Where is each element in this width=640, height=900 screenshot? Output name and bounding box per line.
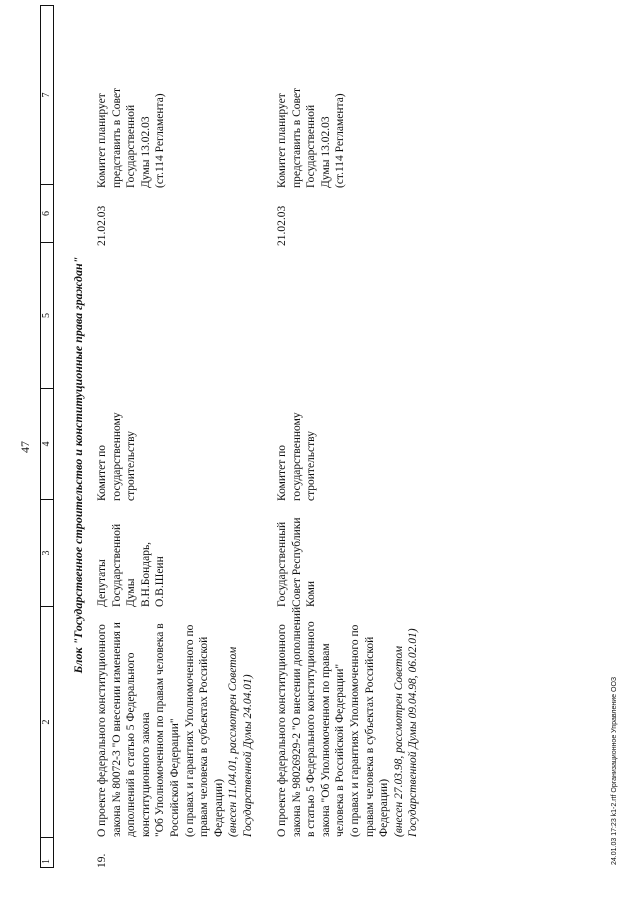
committee-line: Комитет по <box>276 445 288 501</box>
description-line: О проекте федерального конституционного <box>276 624 288 837</box>
row-date: 21.02.03 <box>276 205 288 246</box>
status-line: (ст.114 Регламента) <box>154 93 167 188</box>
row-initiator <box>95 505 168 607</box>
status-line: Комитет планирует <box>96 93 108 188</box>
committee-line: государственному <box>290 412 303 501</box>
description-line: О проекте федерального конституционного <box>96 624 108 837</box>
description-line: (о правах и гарантиях Уполномоченного по <box>348 624 361 837</box>
description-line: Федерации) <box>378 778 391 837</box>
initiator-line: Государственный <box>276 521 288 607</box>
description-line: закона "Об Уполномоченном по правам <box>319 643 332 837</box>
status-line: Думы 13.02.03 <box>139 116 152 188</box>
description-line: закона № 80072-3 "О внесении изменения и <box>110 622 123 837</box>
status-line: Комитет планирует <box>276 93 288 188</box>
description-line: "Об Уполномоченном по правам человека в <box>154 623 167 837</box>
description-line: человека в Российской Федерации" <box>334 663 347 837</box>
committee-line: строительству <box>305 431 318 501</box>
description-note: (внесен 27.03.98, рассмотрен Советом <box>392 645 405 837</box>
document-footer: 24.01.03 17:23 k1-2.rtf Организационное Управление ООЗ <box>611 676 618 865</box>
description-line: в статью 5 Федерального конституционного <box>305 621 318 837</box>
description-note: Государственной Думы 24.04.01) <box>241 674 254 837</box>
row-initiator <box>275 505 319 607</box>
row-status <box>275 16 348 188</box>
column-header: 5 <box>41 243 54 389</box>
column-header-table <box>40 5 54 868</box>
column-header: 2 <box>41 607 54 838</box>
initiator-line: О.В.Шеин <box>154 556 167 607</box>
description-line: конституционного закона <box>139 712 152 837</box>
initiator-line: Думы <box>125 578 138 607</box>
status-line: (ст.114 Регламента) <box>334 93 347 188</box>
description-line: правам человека в субъектах Российской <box>363 636 376 837</box>
column-header: 4 <box>41 389 54 500</box>
document-page <box>15 15 625 885</box>
column-header: 1 <box>41 838 54 868</box>
block-title: Блок "Государственное строительство и конституционные права граждан" <box>71 256 85 674</box>
initiator-line: Совет Республики <box>290 517 303 607</box>
description-line: (о правах и гарантиях Уполномоченного по <box>183 624 196 837</box>
initiator-line: Коми <box>305 580 318 607</box>
row-number: 19. <box>96 853 108 868</box>
committee-line: строительству <box>125 431 138 501</box>
column-header: 7 <box>41 6 54 185</box>
description-line: закона № 98026929-2 "О внесении дополнений <box>290 606 303 837</box>
initiator-line: Депутаты <box>96 559 108 607</box>
description-note: (внесен 11.04.01, рассмотрен Советом <box>227 646 240 837</box>
row-committee <box>95 395 139 501</box>
row-status <box>95 16 168 188</box>
committee-line: Комитет по <box>96 445 108 501</box>
column-header: 3 <box>41 500 54 607</box>
description-line: дополнений в статью 5 Федерального <box>125 652 138 837</box>
initiator-line: В.Н.Бондарь, <box>139 541 152 607</box>
status-line: Государственной <box>125 104 138 188</box>
row-committee <box>275 395 319 501</box>
column-header: 6 <box>41 185 54 243</box>
status-line: представить в Совет <box>290 87 303 188</box>
row-description <box>275 606 421 837</box>
page-number: 47 <box>18 441 32 453</box>
description-line: правам человека в субъектах Российской <box>198 636 211 837</box>
status-line: представить в Совет <box>110 87 123 188</box>
row-description <box>95 612 256 837</box>
description-line: Российской Федерации" <box>168 718 181 837</box>
status-line: Государственной <box>305 104 318 188</box>
row-date: 21.02.03 <box>96 205 108 246</box>
description-note: Государственной Думы 09.04.98, 06.02.01) <box>407 628 420 837</box>
committee-line: государственному <box>110 412 123 501</box>
initiator-line: Государственной <box>110 523 123 607</box>
description-line: Федерации) <box>212 778 225 837</box>
status-line: Думы 13.02.03 <box>319 116 332 188</box>
